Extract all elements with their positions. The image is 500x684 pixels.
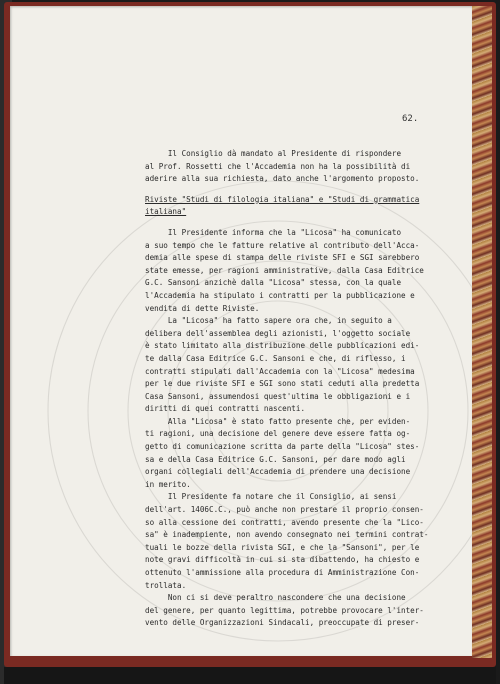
body-text-line: Casa Sansoni, assumendosi quest'ultima le obbligazioni e i [145, 391, 411, 401]
paragraph-gap [145, 186, 467, 194]
body-text-line: trollata. [145, 580, 187, 590]
body-text-line: Non ci si deve peraltro nascondere che una decisione [145, 593, 406, 603]
body-text-line: La "Licosa" ha fatto sapere ora che, in seguito a [145, 316, 392, 326]
body-text-line: te dalla Casa Editrice G.C. Sansoni e che, di riflesso, i [145, 353, 406, 363]
body-text-line: tuali le bozze della rivista SGI, e che la "Sansoni", per le [145, 542, 420, 552]
body-text-line: a suo tempo che le fatture relative al contributo dell'Acca- [145, 240, 420, 250]
page-number: 62. [402, 114, 419, 124]
body-text-line: state emesse, per ragioni amministrative, dalla Casa Editrice [145, 265, 424, 275]
body-text-line: G.C. Sansoni anzichè dalla "Licosa" stessa, con la quale [145, 278, 402, 288]
body-text-line: Il Consiglio dà mandato al Presidente di rispondere [145, 149, 402, 158]
body-text-line: è stato limitato alla distribuzione delle pubblicazioni edi- [145, 341, 420, 351]
body-text-line: per le due riviste SFI e SGI sono stati ceduti alla predetta [145, 379, 420, 389]
body-text-line: ottenuto l'ammissione alla procedura di Amministrazione Con- [145, 568, 420, 577]
body-text-line: demia alle spese di stampa delle riviste SFI e SGI sarebbero [145, 253, 420, 263]
body-text-line: Il Presidente fa notare che il Consiglio, ai sensi [145, 492, 397, 502]
section-heading-line: Riviste "Studi di filologia italiana" e "Studi di grammatica [145, 194, 420, 204]
body-text-line: dell'art. 1406C.C., può anche non prestare il proprio consen- [145, 505, 424, 515]
section-heading-line: italiana" [145, 207, 187, 217]
body-text-line: so alla cessione dei contratti, avendo presente che la "Lico- [145, 517, 424, 527]
body-text-line: getto di comunicazione scritta da parte della "Licosa" stes- [145, 442, 420, 452]
document-page [10, 6, 472, 656]
bottom-edge [4, 667, 496, 684]
body-text-line: l'Accademia ha stipulato i contratti per la pubblicazione e [145, 290, 415, 300]
body-text-line: del genere, per quanto legittima, potrebbe provocare l'inter- [145, 605, 424, 615]
body-text-line: organi collegiali dell'Accademia di prendere una decisione [145, 467, 411, 477]
body-text-line: al Prof. Rossetti che l'Accademia non ha la possibilità di [145, 161, 411, 171]
document-text [145, 148, 467, 630]
body-text-line: ti ragioni, una decisione del genere deve essere fatta og- [145, 429, 411, 439]
body-text-line: Il Presidente informa che la "Licosa" ha comunicato [145, 227, 402, 237]
body-text-line: sa" è inadempiente, non avendo consegnato nei termini contrat- [145, 530, 429, 540]
body-text-line: contratti stipulati dall'Accademia con la "Licosa" medesima [145, 366, 415, 376]
marbled-endpaper [472, 6, 492, 658]
paragraph-gap [145, 219, 467, 227]
body-text-line: sa e della Casa Editrice G.C. Sansoni, per dare modo agli [145, 454, 406, 464]
body-text-line: vendita di dette Riviste. [145, 303, 260, 313]
body-text-line: aderire alla sua richiesta, dato anche l'argomento proposto. [145, 174, 420, 184]
body-text-line: delibera dell'assemblea degli azionisti, l'oggetto sociale [145, 328, 411, 338]
body-text-line: vento delle Organizzazioni Sindacali, preoccupate di preser- [145, 618, 420, 628]
body-text-line: in merito. [145, 479, 191, 489]
body-text-line: Alla "Licosa" è stato fatto presente che, per eviden- [145, 416, 411, 426]
body-text-line: diritti di quei contratti nascenti. [145, 404, 306, 414]
body-text-line: note gravi difficoltà in cui si sta dibattendo, ha chiesto e [145, 555, 420, 565]
